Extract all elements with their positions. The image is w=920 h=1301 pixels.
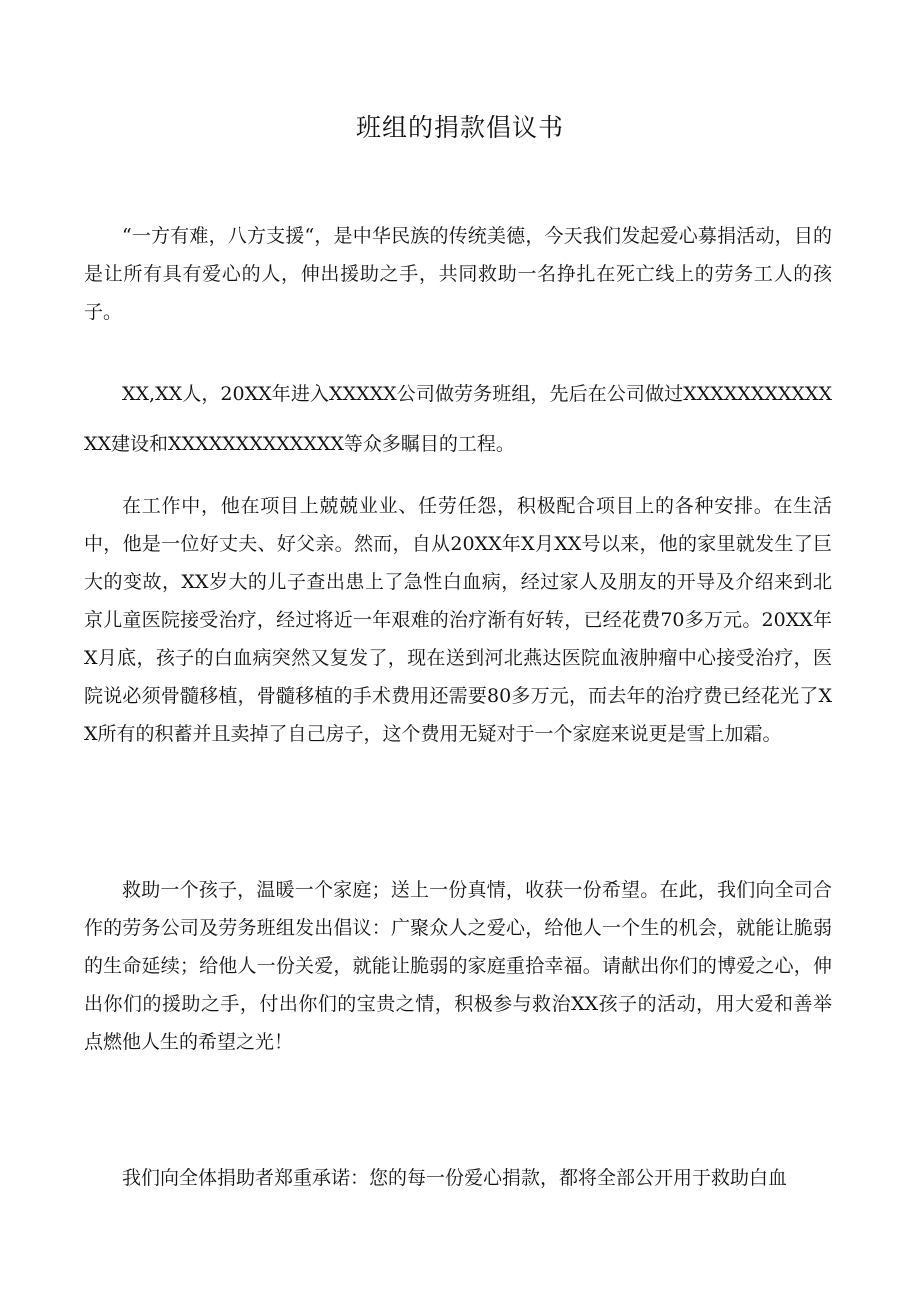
- paragraph-appeal: 救助一个孩子，温暖一个家庭；送上一份真情，收获一份希望。在此，我们向全司合作的劳务公司及劳务班组发出倡议：广聚众人之爱心，给他人一个生的机会，就能让脆弱的生命延续；给他人一份关爱，就能让脆弱的家庭重拾幸福。请献出你们的博爱之心，伸出你们的援助之手，付出你们的宝贵之情，积极参与救治XX孩子的活动，用大爱和善举点燃他人生的希望之光！: [84, 879, 832, 1053]
- paragraph-intro: “一方有难，八方支援“，是中华民族的传统美德，今天我们发起爱心募捐活动，目的是让所有具有爱心的人，伸出援助之手，共同救助一名挣扎在死亡线上的劳务工人的孩子。: [84, 225, 832, 323]
- paragraph-story: 在工作中，他在项目上兢兢业业、任劳任怨，积极配合项目上的各种安排。在生活中，他是一位好丈夫、好父亲。然而，自从20XX年X月XX号以来，他的家里就发生了巨大的变故，XX岁大的儿子查出患上了急性白血病，经过家人及朋友的开导及介绍来到北京儿童医院接受治疗，经过将近一年艰难的治疗渐有好转，已经花费70多万元。20XX年X月底，孩子的白血病突然又复发了，现在送到河北燕达医院血液肿瘤中心接受治疗，医院说必须骨髓移植，骨髓移植的手术费用还需要80多万元，而去年的治疗费已经花光了XX所有的积蓄并且卖掉了自己房子，这个费用无疑对于一个家庭来说更是雪上加霜。: [84, 495, 832, 745]
- paragraph-background: XX,XX人，20XX年进入XXXXX公司做劳务班组，先后在公司做过XXXXXXXXXXXXX建设和XXXXXXXXXXXXX等众多瞩目的工程。: [84, 383, 832, 455]
- document-title: 班组的捐款倡议书: [355, 113, 564, 142]
- paragraph-promise: 我们向全体捐助者郑重承诺：您的每一份爱心捐款，都将全部公开用于救助白血: [122, 1167, 788, 1189]
